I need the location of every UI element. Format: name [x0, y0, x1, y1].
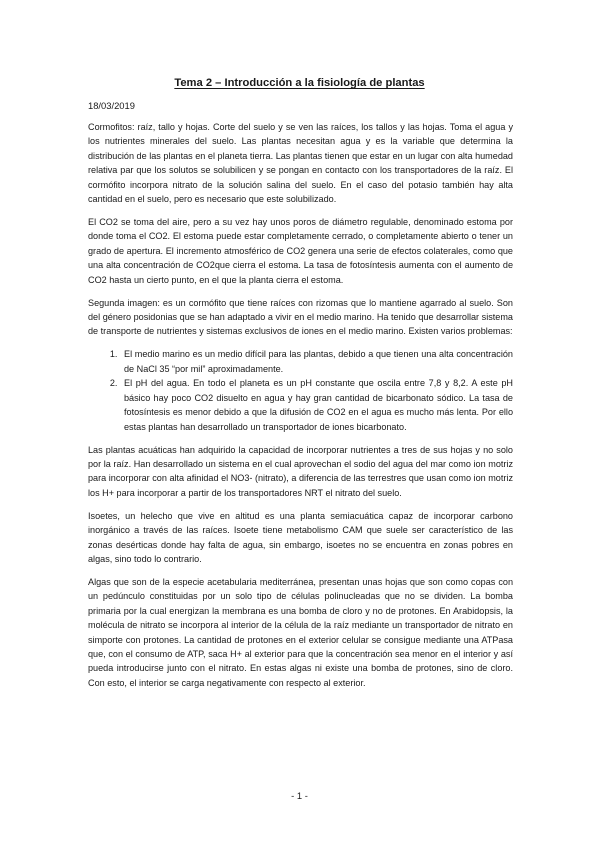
- paragraph-algas: Algas que son de la especie acetabularia mediterránea, presentan unas hojas que son como copas con un pedúnculo constituidas por un solo tipo de células polinucleadas que no se dividen. La bomba primaria por la cual energizan la membrana es una bomba de cloro y no de protones. En Arabidopsis, la molécula de nitrato se incorpora al interior de la célula de la raíz mediante un transportador de nitrato en simporte con protones. La cantidad de protones en el exterior celular se consigue mediante una ATPasa que, con el consumo de ATP, saca H+ al exterior para que la concentración sea menor en el interior y así pueda introducirse junto con el nitrato. En estas algas ni existe una bomba de protones, sino de cloro. Con esto, el interior se carga negativamente con respecto al exterior.: [88, 576, 513, 688]
- document-title: Tema 2 – Introducción a la fisiología de plantas: [174, 77, 425, 89]
- list-item: 2. El pH del agua. En todo el planeta es un pH constante que oscila entre 7,8 y 8,2. A este pH básico hay poco CO2 disuelto en agua y hay gran cantidad de bicarbonato sódico. La tasa de fotosíntesis es menor debido a que la difusión de CO2 en el agua es mucho más lenta. Por ello estas plantas han desarrollado un transportador de iones bicarbonato.: [120, 376, 513, 434]
- paragraph-isoetes: Isoetes, un helecho que vive en altitud es una planta semiacuática capaz de incorporar carbono inorgánico a través de las raíces. Isoete tiene metabolismo CAM que suele ser característico de las zonas desérticas donde hay falta de agua, sin embargo, isoetes no se encuentra en zonas pobres en algas, sino todo lo contrario.: [88, 510, 513, 564]
- paragraph-segunda-imagen: Segunda imagen: es un cormófito que tiene raíces con rizomas que lo mantiene agarrado al suelo. Son del género posidonias que se han adaptado a vivir en el medio marino. Ha tenido que desarrollar sistema de transporte de nutrientes y sistemas exclusivos de iones en el medio marino. Existen varios problemas:: [88, 297, 513, 337]
- paragraph-cormofitos: Cormofitos: raíz, tallo y hojas. Corte del suelo y se ven las raíces, los tallos y las hojas. Toma el agua y los nutrientes minerales del suelo. Las plantas necesitan agua y es la variable que determina la distribución de las plantas en el planeta tierra. Las plantas tienen que estar en un lugar con alta humedad relativa par que los solutos se solubilicen y se pongan en contacto con los transportadores de la raíz. El cormófito incorpora nitrato de la solución salina del suelo. En el caso del potasio también hay alta cantidad en el suelo, pero es necesario que este solubilizado.: [88, 122, 513, 205]
- paragraph-plantas-acuaticas: Las plantas acuáticas han adquirido la capacidad de incorporar nutrientes a tres de sus hojas y no solo por la raíz. Han desarrollado un sistema en el cual aprovechan el sodio del agua del mar como ion motriz para incorporar con alta afinidad el NO3- (nitrato), a diferencia de las terrestres que usan como ion motriz los H+ para incorporar a partir de los transportadores NRT el nitrato del suelo.: [88, 444, 513, 498]
- paragraph-co2: El CO2 se toma del aire, pero a su vez hay unos poros de diámetro regulable, denominado estoma por donde toma el CO2. El estoma puede estar completamente cerrado, o completamente abierto o tener un grado de apertura. El incremento atmosférico de CO2 genera una serie de efectos colaterales, como que una alta concentración de CO2que cierra el estoma. La tasa de fotosíntesis aumenta con el aumento de CO2 hasta un cierto punto, en el que la planta cierra el estoma.: [88, 217, 513, 285]
- page-number: - 1 -: [291, 790, 308, 801]
- list-item: 1. El medio marino es un medio difícil para las plantas, debido a que tienen una alta concentración de NaCl 35 “por mil” aproximadamente.: [120, 347, 513, 376]
- problems-list: [88, 347, 513, 433]
- document-date: 18/03/2019: [88, 100, 135, 111]
- document-body: [88, 120, 513, 699]
